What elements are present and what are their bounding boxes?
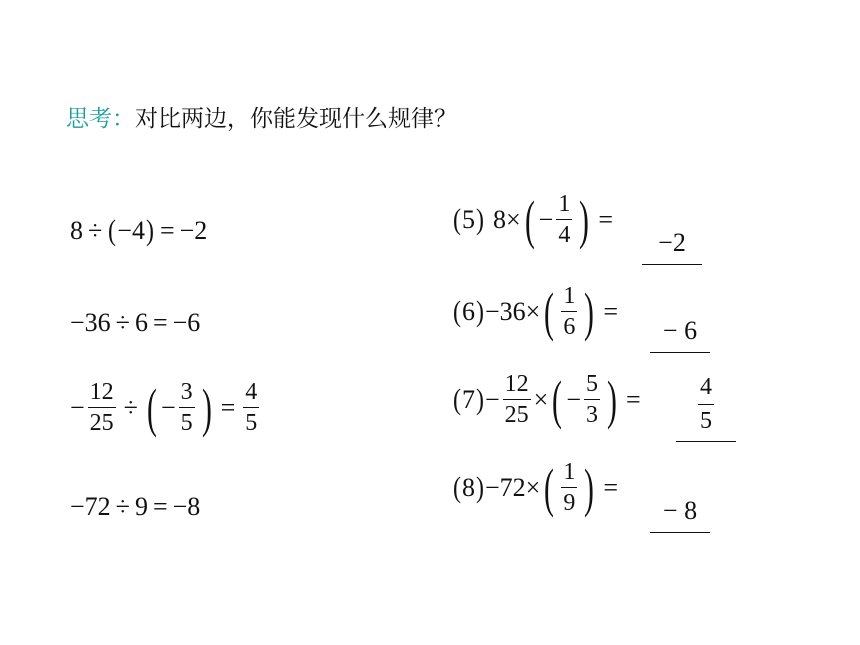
- paren-right: ): [476, 202, 484, 236]
- eq4-result: −8: [172, 492, 201, 521]
- minus-sign: −: [485, 384, 500, 414]
- equation-8: [452, 457, 623, 518]
- item-number: 8: [462, 472, 475, 502]
- equals-sign: =: [220, 392, 236, 422]
- paren-left: (: [453, 294, 461, 328]
- times-sign: ×: [533, 384, 549, 414]
- eq2-divisor: 6: [134, 308, 148, 337]
- prompt: [66, 100, 457, 133]
- equation-4: [70, 494, 200, 520]
- paren-right: ): [145, 214, 154, 247]
- fraction-denominator: 5: [180, 410, 193, 436]
- paren-left: (: [453, 202, 461, 236]
- eq6-factor: −36: [485, 296, 526, 326]
- minus-sign: −: [160, 392, 176, 422]
- eq1-dividend: 8: [70, 216, 83, 245]
- div-sign: ÷: [115, 308, 130, 337]
- equation-6: [452, 281, 623, 342]
- paren-right: ): [607, 369, 617, 430]
- eq8-factor: −72: [485, 472, 526, 502]
- fraction-12-25: [88, 380, 116, 435]
- times-sign: ×: [506, 204, 521, 234]
- minus-sign: −: [70, 392, 85, 422]
- paren-left: (: [552, 369, 563, 430]
- eq2-result: −6: [172, 308, 201, 337]
- fraction-3-5: [179, 380, 195, 435]
- fraction-denominator: 25: [504, 402, 529, 428]
- fraction-1-6: [561, 284, 577, 339]
- paren-right: ): [584, 281, 595, 342]
- equals-sign: =: [152, 308, 168, 337]
- paren-right: ): [476, 294, 484, 328]
- equation-3: [70, 377, 262, 438]
- fraction-numerator: 1: [561, 460, 577, 488]
- minus-sign: −: [566, 384, 581, 414]
- prompt-lead: 思考：: [66, 106, 135, 132]
- answer-6: − 6: [650, 316, 710, 353]
- div-sign: ÷: [115, 492, 130, 521]
- paren-right: ): [201, 377, 212, 438]
- paren-left: (: [146, 377, 157, 438]
- paren-right: ): [476, 382, 484, 416]
- paren-left: (: [544, 457, 555, 518]
- prompt-question: 对比两边，你能发现什么规律？: [135, 106, 457, 132]
- fraction-denominator: 5: [245, 410, 258, 436]
- fraction-12-25: [503, 372, 531, 427]
- fraction-numerator: 3: [179, 380, 195, 408]
- item-number: 7: [462, 384, 475, 414]
- fraction-denominator: 4: [558, 222, 571, 248]
- equation-5: [452, 189, 618, 250]
- times-sign: ×: [525, 296, 541, 326]
- equation-1: [70, 216, 207, 246]
- div-sign: ÷: [123, 392, 138, 422]
- eq5-factor: 8: [493, 204, 506, 234]
- eq4-divisor: 9: [134, 492, 148, 521]
- item-number: 5: [462, 204, 475, 234]
- eq1-result: −2: [179, 216, 208, 245]
- equals-sign: =: [603, 472, 618, 502]
- fraction-denominator: 6: [563, 314, 576, 340]
- fraction-numerator: 1: [556, 192, 572, 220]
- fraction-1-4: [556, 192, 572, 247]
- fraction-numerator: 12: [503, 372, 531, 400]
- paren-left: (: [453, 470, 461, 504]
- paren-left: (: [544, 281, 555, 342]
- equals-sign: =: [598, 204, 613, 234]
- eq1-divisor: −4: [117, 216, 145, 245]
- fraction-numerator: 1: [561, 284, 577, 312]
- paren-right: ): [579, 189, 590, 250]
- eq2-dividend: −36: [70, 308, 111, 337]
- equation-2: [70, 310, 200, 336]
- answer-8: − 8: [650, 496, 710, 533]
- fraction-denominator: 3: [586, 402, 598, 428]
- fraction-numerator: 4: [243, 380, 259, 408]
- eq4-dividend: −72: [70, 492, 111, 521]
- equation-7: [452, 369, 646, 430]
- fraction-4-5: [243, 380, 259, 435]
- paren-left: (: [108, 214, 117, 247]
- fraction-numerator: 12: [88, 380, 116, 408]
- fraction-denominator: 25: [89, 410, 114, 436]
- fraction-denominator: 9: [563, 490, 576, 516]
- paren-right: ): [584, 457, 595, 518]
- minus-sign: −: [538, 204, 554, 234]
- answer-7: [676, 374, 736, 442]
- fraction-denominator: 5: [700, 408, 712, 434]
- equals-sign: =: [603, 296, 618, 326]
- times-sign: ×: [525, 472, 541, 502]
- answer-7-fraction: [698, 374, 714, 435]
- equals-sign: =: [159, 216, 175, 245]
- item-number: 6: [462, 296, 475, 326]
- equals-sign: =: [625, 384, 641, 414]
- equals-sign: =: [152, 492, 168, 521]
- fraction-numerator: 4: [698, 374, 714, 405]
- fraction-numerator: 5: [584, 372, 600, 400]
- answer-5: −2: [642, 228, 702, 265]
- fraction-1-9: [561, 460, 577, 515]
- div-sign: ÷: [88, 216, 103, 245]
- fraction-5-3: [584, 372, 600, 427]
- paren-right: ): [476, 470, 484, 504]
- paren-left: (: [524, 189, 535, 250]
- paren-left: (: [453, 382, 461, 416]
